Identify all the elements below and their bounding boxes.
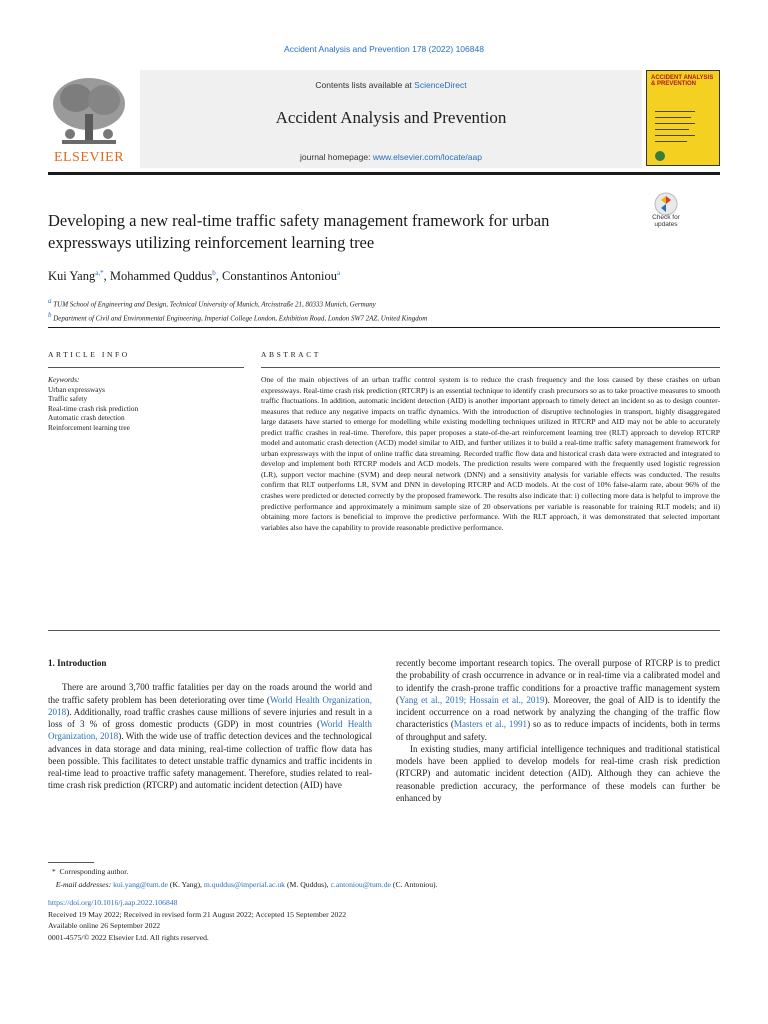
cover-text-line (655, 111, 695, 112)
received-dates: Received 19 May 2022; Received in revised form 21 August 2022; Accepted 15 September 2022 (48, 909, 347, 919)
email-link[interactable]: kui.yang@tum.de (113, 879, 168, 889)
footnotes (48, 866, 720, 891)
footnote-rule (48, 862, 94, 863)
affiliation-item: $^b$ Department of Civil and Environmental Engineering, Imperial College London, Exhibition Road, London SW7 2AZ, United Kingdom (48, 310, 428, 323)
author-list: Kui Yang$^{a,*}$, Mohammed Quddus$^b$, Constantinos Antoniou$^a$ (48, 269, 341, 284)
author-name[interactable]: Mohammed Quddus (109, 269, 213, 284)
journal-reference-link[interactable]: Accident Analysis and Prevention 178 (2022) 106848 (284, 44, 484, 54)
keyword-item: Automatic crash detection (48, 413, 125, 423)
homepage-line: journal homepage: www.elsevier.com/locate/aap (300, 152, 482, 162)
citation-link[interactable]: Yang et al., 2019; Hossain et al., 2019 (399, 694, 545, 705)
article-metadata (48, 897, 720, 943)
abstract-text: One of the main objectives of an urban traffic control system is to reduce the crash frequency and the loss caused by these crashes on urban expressways. Real-time crash risk prediction (RTCRP) is an essential technique to identify crash precursors so as to take proactive measures to smooth traffic fluctuations. In addition, automatic incident detection (AID) is another important approach to timely detect an incident so as to design counter-measures that reduce any negative impacts on traffic dynamics. With the introduction of disruptive technologies in transport, highly disaggregated large datasets have started to emerge for modelling while existing modelling techniques utilized in RTCRP and AID may not be able to accurately predict traffic crashes in real-time. Therefore, this paper proposes a state-of-the-art reinforcement learning tree (RLT) approach to develop RTCRP model and automatic crash detection (ACD) model similar to AID, and further utilizes it to build a real-time traffic safety management framework for urban expressways with the input of online traffic data streaming. Recorded traffic flow data and historical crash data were extracted and integrated to develop and implement both RTCRP models and ACD models. The prediction results were compared with the frequently used logistic regression (LR), support vector machine (SVM) and deep neural network (DNN) and a sensitivity analysis for variable effects was conducted. The results confirm that RLT outperforms LR, SVM and DNN in developing RTCRP and ACD models. At the cost of 10% false-alarm rate, about 96% of the crashes were predicted or detected correctly by the proposed framework. The results also indicate that: i) collecting more data is helpful to improve the predictive performance and approximately a minimum sample size of 20 observations per variable is reasonable for training RLT models; and ii) obtaining more factors is beneficial to improve the predictive performance. With the RLT approach, it was demonstrated that selected important variables also have the capability to provide reasonable predictive performance. (261, 375, 720, 532)
copyright-line: 0001-4575/© 2022 Elsevier Ltd. All rights reserved. (48, 932, 209, 942)
keyword-item: Real-time crash risk prediction (48, 403, 139, 413)
corresponding-author-note: * Corresponding author. (51, 867, 129, 876)
publisher-name: ELSEVIER (53, 150, 125, 165)
keywords-label: Keywords: (48, 375, 80, 384)
journal-masthead (48, 70, 720, 172)
doi-link[interactable]: https://doi.org/10.1016/j.aap.2022.106848 (48, 898, 178, 907)
email-addresses: E-mail addresses: kui.yang@tum.de (K. Yang), m.quddus@imperial.ac.uk (M. Quddus), c.antoniou@tum.de (C. Antoniou). (55, 879, 438, 889)
keywords-list (48, 375, 138, 433)
body-paragraph: There are around 3,700 traffic fatalities per day on the roads around the world and the traffic safety problem has been deteriorating over time (World Health Organization, 2018). Additionally, road traffic crashes cause millions of severe injuries and result in a loss of 3 % of gross domestic products (GDP) in most countries (World Health Organization, 2018). With the wide use of traffic detection devices and the technological advances in data storage and data mining, real-time collection of traffic flow data has been possible. This facilitates to detect unstable traffic dynamics and traffic incidents in real-time lead to proactive traffic safety management. Therefore, studies related to real-time crash risk prediction (RTCRP) and automatic incident detection (AID) have (48, 682, 373, 791)
check-for-updates-button[interactable] (646, 192, 688, 234)
section-rule (48, 327, 720, 328)
email-link[interactable]: c.antoniou@tum.de (330, 879, 391, 889)
body-column-right (396, 657, 720, 804)
abstract-rule (261, 367, 720, 368)
citation-link[interactable]: Masters et al., 1991 (453, 719, 528, 730)
masthead-box (140, 70, 642, 168)
journal-homepage-link[interactable]: www.elsevier.com/locate/aap (372, 152, 482, 162)
body-column-left (48, 657, 372, 792)
keyword-item: Urban expressways (48, 384, 105, 394)
cover-text-line (655, 117, 691, 118)
citation-link[interactable]: World Health Organization, 2018 (48, 719, 372, 742)
sciencedirect-link[interactable]: ScienceDirect (414, 80, 467, 90)
article-info-rule (48, 367, 244, 368)
cover-text-line (655, 129, 689, 130)
crossmark-label: Check for updates (652, 214, 680, 228)
cover-text-line (655, 141, 687, 142)
abstract-bottom-rule (48, 630, 720, 631)
paper-title: Developing a new real-time traffic safety management framework for urban expressways utilizing reinforcement learning tree (48, 211, 550, 252)
journal-cover-thumbnail[interactable] (646, 70, 720, 166)
cover-seal-icon (655, 151, 665, 161)
author-affiliation-mark[interactable]: a,* (95, 269, 104, 277)
affiliation-item: $^a$ TUM School of Engineering and Design, Technical University of Munich, Arcisstraße 21, 80333 Munich, Germany (48, 297, 376, 309)
affiliations (48, 296, 427, 324)
journal-title: Accident Analysis and Prevention (275, 108, 507, 127)
author-name[interactable]: Kui Yang (48, 269, 96, 284)
body-paragraph: In existing studies, many artificial intelligence techniques and traditional statistical models have been applied to develop models for real-time crash risk prediction (RTCRP) and automatic incident detection (AID). Although they can achieve the reasonable prediction accuracy, the performance of these models can further be enhanced by (396, 743, 720, 803)
crossmark-icon (654, 192, 678, 216)
keyword-item: Reinforcement learning tree (48, 422, 130, 432)
contents-line: Contents lists available at ScienceDirect (315, 80, 467, 90)
author-name[interactable]: Constantinos Antoniou (222, 269, 337, 284)
masthead-rule (48, 172, 720, 175)
author-affiliation-mark[interactable]: b (212, 269, 216, 277)
article-info-heading: ARTICLE INFO (48, 350, 130, 359)
body-paragraph: recently become important research topics. The overall purpose of RTCRP is to predict the probability of crash occurrence in advance or in real-time via a calibrated model and to identify the crash-prone traffic conditions for a proactive traffic management system (Yang et al., 2019; Hossain et al., 2019). Moreover, the goal of AID is to identify the incident occurrence on a road network by analyzing the changing of the traffic flow characteristics (Masters et al., 1991) so as to reduce impacts of incidents, both in terms of throughput and safety. (396, 658, 721, 742)
author-affiliation-mark[interactable]: a (337, 269, 341, 277)
cover-title: ACCIDENT ANALYSIS & PREVENTION (651, 75, 714, 88)
cover-text-line (655, 123, 695, 124)
introduction-heading: 1. Introduction (48, 658, 107, 668)
email-link[interactable]: m.quddus@imperial.ac.uk (203, 879, 286, 889)
citation-link[interactable]: World Health Organization, 2018 (48, 694, 373, 717)
cover-text-line (655, 135, 695, 136)
keyword-item: Traffic safety (48, 394, 88, 404)
abstract-heading: ABSTRACT (261, 350, 321, 359)
available-online-date: Available online 26 September 2022 (48, 921, 161, 930)
